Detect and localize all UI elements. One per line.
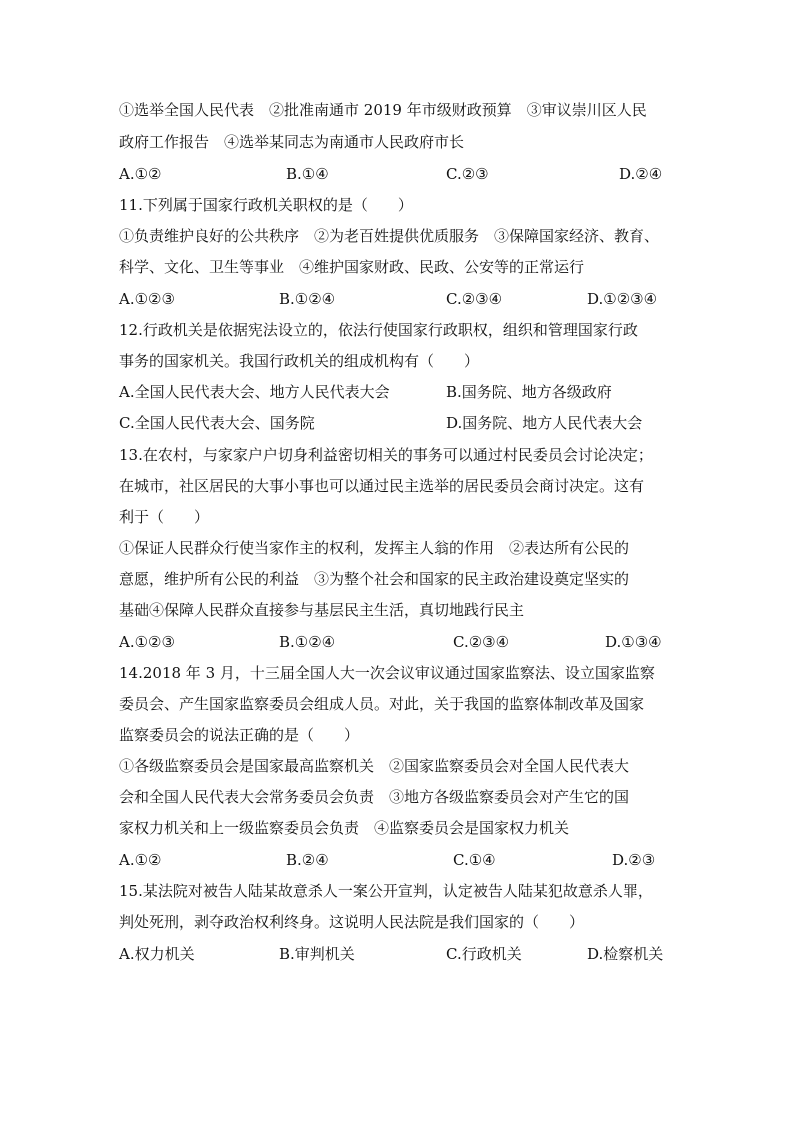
q12-option-b[interactable]: B.国务院、地方各级政府	[446, 383, 612, 401]
q15-option-b[interactable]: B.审判机关	[279, 945, 355, 963]
q12-stem-line-1: 12.行政机关是依据宪法设立的，依法行使国家行政职权，组织和管理国家行政	[119, 321, 638, 339]
q14-option-d[interactable]: D.②③	[612, 851, 656, 869]
q11-stem: 11.下列属于国家行政机关职权的是（ ）	[119, 196, 413, 214]
q14-option-a[interactable]: A.①②	[119, 851, 162, 869]
q14-option-b[interactable]: B.②④	[286, 851, 329, 869]
q10-statement-line-1: ①选举全国人民代表 ②批准南通市 2019 年市级财政预算 ③审议崇川区人民	[119, 101, 647, 119]
q14-statement-line-3: 家权力机关和上一级监察委员会负责 ④监察委员会是国家权力机关	[119, 819, 570, 837]
q12-option-d[interactable]: D.国务院、地方人民代表大会	[446, 414, 643, 432]
q15-option-d[interactable]: D.检察机关	[587, 945, 664, 963]
q15-stem-line-1: 15.某法院对被告人陆某故意杀人一案公开宣判，认定被告人陆某犯故意杀人罪，	[119, 882, 653, 900]
q12-options-row-2	[119, 413, 679, 433]
q11-option-c[interactable]: C.②③④	[446, 290, 503, 308]
q11-statement-line-1: ①负责维护良好的公共秩序 ②为老百姓提供优质服务 ③保障国家经济、教育、	[119, 227, 660, 245]
q10-options	[119, 164, 679, 184]
q15-stem-line-2: 判处死刑，剥夺政治权利终身。这说明人民法院是我们国家的（ ）	[119, 913, 585, 931]
q14-options	[119, 850, 679, 870]
q13-statement-line-3: 基础④保障人民群众直接参与基层民主生活，真切地践行民主	[119, 601, 525, 619]
q11-option-b[interactable]: B.①②④	[279, 290, 336, 308]
q13-statement-line-1: ①保证人民群众行使当家作主的权利，发挥主人翁的作用 ②表达所有公民的	[119, 539, 630, 557]
q15-option-c[interactable]: C.行政机关	[446, 945, 522, 963]
q10-option-b[interactable]: B.①④	[286, 165, 329, 183]
q14-option-c[interactable]: C.①④	[453, 851, 496, 869]
q11-options	[119, 289, 679, 309]
q11-option-d[interactable]: D.①②③④	[587, 290, 658, 308]
q12-option-c[interactable]: C.全国人民代表大会、国务院	[119, 414, 315, 432]
q15-option-a[interactable]: A.权力机关	[119, 945, 195, 963]
q10-option-c[interactable]: C.②③	[446, 165, 489, 183]
q13-options	[119, 632, 679, 652]
q12-stem-line-2: 事务的国家机关。我国行政机关的组成机构有（ ）	[119, 352, 480, 370]
q12-option-a[interactable]: A.全国人民代表大会、地方人民代表大会	[119, 383, 390, 401]
q12-options-row-1	[119, 382, 679, 402]
q14-stem-line-2: 委员会、产生国家监察委员会组成人员。对此，关于我国的监察体制改革及国家	[119, 695, 645, 713]
q14-stem-line-3: 监察委员会的说法正确的是（ ）	[119, 726, 360, 744]
q11-statement-line-2: 科学、文化、卫生等事业 ④维护国家财政、民政、公安等的正常运行	[119, 258, 585, 276]
q13-option-b[interactable]: B.①②④	[279, 633, 336, 651]
q14-statement-line-2: 会和全国人民代表大会常务委员会负责 ③地方各级监察委员会对产生它的国	[119, 788, 630, 806]
q13-option-d[interactable]: D.①③④	[605, 633, 662, 651]
q13-statement-line-2: 意愿，维护所有公民的利益 ③为整个社会和国家的民主政治建设奠定坚实的	[119, 570, 630, 588]
q10-statement-line-2: 政府工作报告 ④选举某同志为南通市人民政府市长	[119, 133, 465, 151]
q10-option-d[interactable]: D.②④	[619, 165, 663, 183]
q13-stem-line-2: 在城市，社区居民的大事小事也可以通过民主选举的居民委员会商讨决定。这有	[119, 477, 645, 495]
q15-options	[119, 944, 679, 964]
q13-stem-line-3: 利于（ ）	[119, 508, 210, 526]
q13-option-c[interactable]: C.②③④	[453, 633, 510, 651]
q14-statement-line-1: ①各级监察委员会是国家最高监察机关 ②国家监察委员会对全国人民代表大	[119, 757, 630, 775]
q11-option-a[interactable]: A.①②③	[119, 290, 175, 308]
q13-stem-line-1: 13.在农村，与家家户户切身利益密切相关的事务可以通过村民委员会讨论决定；	[119, 446, 653, 464]
q13-option-a[interactable]: A.①②③	[119, 633, 175, 651]
q14-stem-line-1: 14.2018 年 3 月，十三届全国人大一次会议审议通过国家监察法、设立国家监察	[119, 664, 655, 682]
q10-option-a[interactable]: A.①②	[119, 165, 162, 183]
